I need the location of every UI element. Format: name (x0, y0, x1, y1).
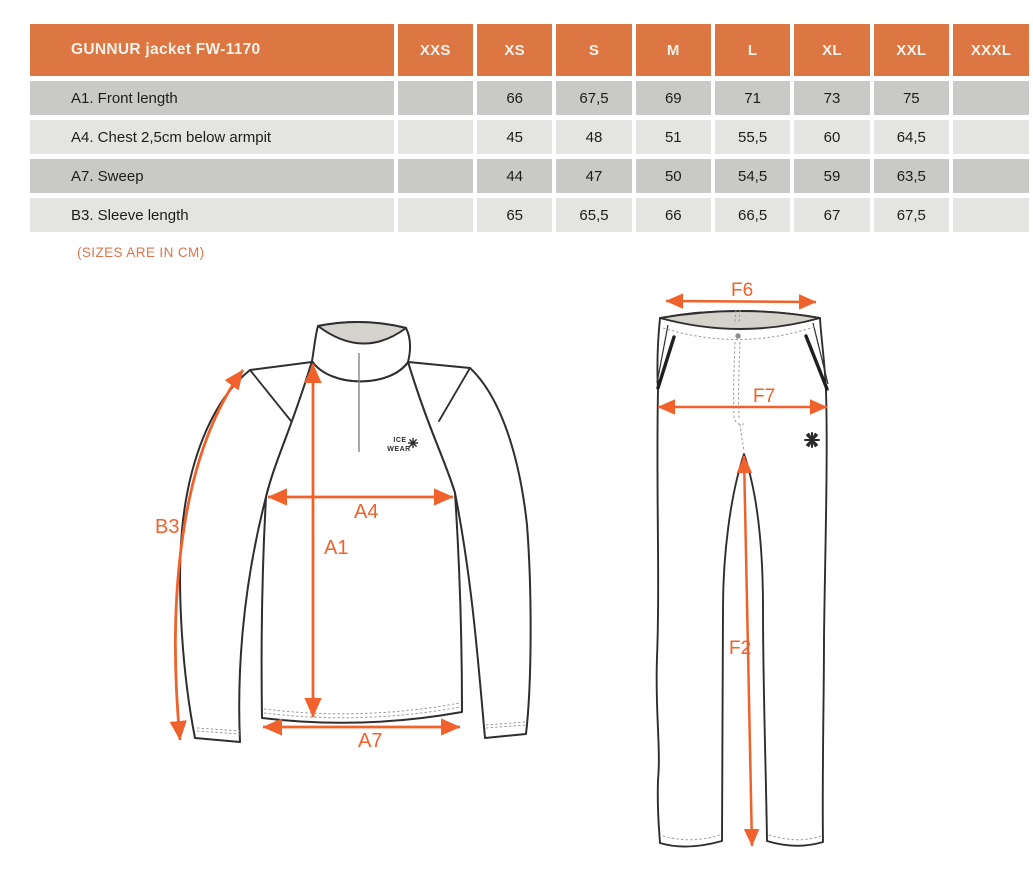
cell (953, 159, 1029, 193)
size-chart-table (26, 19, 1033, 237)
table-row (30, 198, 1029, 232)
logo-line-2: WEAR (387, 446, 411, 453)
cell: 71 (715, 81, 791, 115)
table-row (30, 81, 1029, 115)
f7-label: F7 (753, 386, 776, 407)
size-header-xl: XL (794, 24, 869, 76)
row-label: A7. Sweep (30, 159, 394, 193)
cell (398, 120, 474, 154)
a7-label: A7 (358, 730, 383, 752)
table-header-row (30, 24, 1029, 76)
cell: 73 (794, 81, 869, 115)
snowflake-icon (409, 439, 418, 448)
cell (398, 159, 474, 193)
size-header-m: M (636, 24, 711, 76)
cell: 59 (794, 159, 869, 193)
row-label: A4. Chest 2,5cm below armpit (30, 120, 394, 154)
cell: 67 (794, 198, 869, 232)
table-row (30, 159, 1029, 193)
cell: 63,5 (874, 159, 950, 193)
cell: 55,5 (715, 120, 791, 154)
cell (398, 81, 474, 115)
cell: 65,5 (556, 198, 632, 232)
cell: 50 (636, 159, 711, 193)
row-label: B3. Sleeve length (30, 198, 394, 232)
pants-body (657, 311, 827, 847)
size-header-l: L (715, 24, 791, 76)
b3-label: B3 (155, 516, 180, 538)
cell: 65 (477, 198, 552, 232)
cell: 69 (636, 81, 711, 115)
row-label: A1. Front length (30, 81, 394, 115)
f6-label: F6 (731, 280, 754, 301)
cell: 47 (556, 159, 632, 193)
cell: 60 (794, 120, 869, 154)
size-header-xxs: XXS (398, 24, 474, 76)
table-row (30, 120, 1029, 154)
cell: 67,5 (556, 81, 632, 115)
size-header-xs: XS (477, 24, 552, 76)
a1-label: A1 (324, 537, 349, 559)
cell (398, 198, 474, 232)
sizes-in-cm-note: (SIZES ARE IN CM) (77, 245, 205, 260)
cell: 48 (556, 120, 632, 154)
cell (953, 81, 1029, 115)
cell: 64,5 (874, 120, 950, 154)
a4-label: A4 (354, 501, 379, 523)
logo-line-1: ICE (393, 437, 407, 444)
cell: 66 (477, 81, 552, 115)
pants-outline (657, 311, 828, 847)
snowflake-icon (805, 433, 819, 447)
cell: 51 (636, 120, 711, 154)
cell: 66,5 (715, 198, 791, 232)
pants-diagram (630, 278, 860, 878)
size-header-xxl: XXL (874, 24, 950, 76)
waist-button (735, 333, 740, 338)
f6-waist-arrow (666, 301, 816, 302)
cell: 67,5 (874, 198, 950, 232)
cell: 75 (874, 81, 950, 115)
jacket-diagram (140, 290, 600, 770)
cell: 66 (636, 198, 711, 232)
cell: 45 (477, 120, 552, 154)
cell: 44 (477, 159, 552, 193)
f2-label: F2 (729, 638, 752, 659)
product-name: GUNNUR jacket FW-1170 (30, 24, 394, 76)
cell: 54,5 (715, 159, 791, 193)
cell (953, 198, 1029, 232)
size-header-xxxl: XXXL (953, 24, 1029, 76)
size-header-s: S (556, 24, 632, 76)
cell (953, 120, 1029, 154)
